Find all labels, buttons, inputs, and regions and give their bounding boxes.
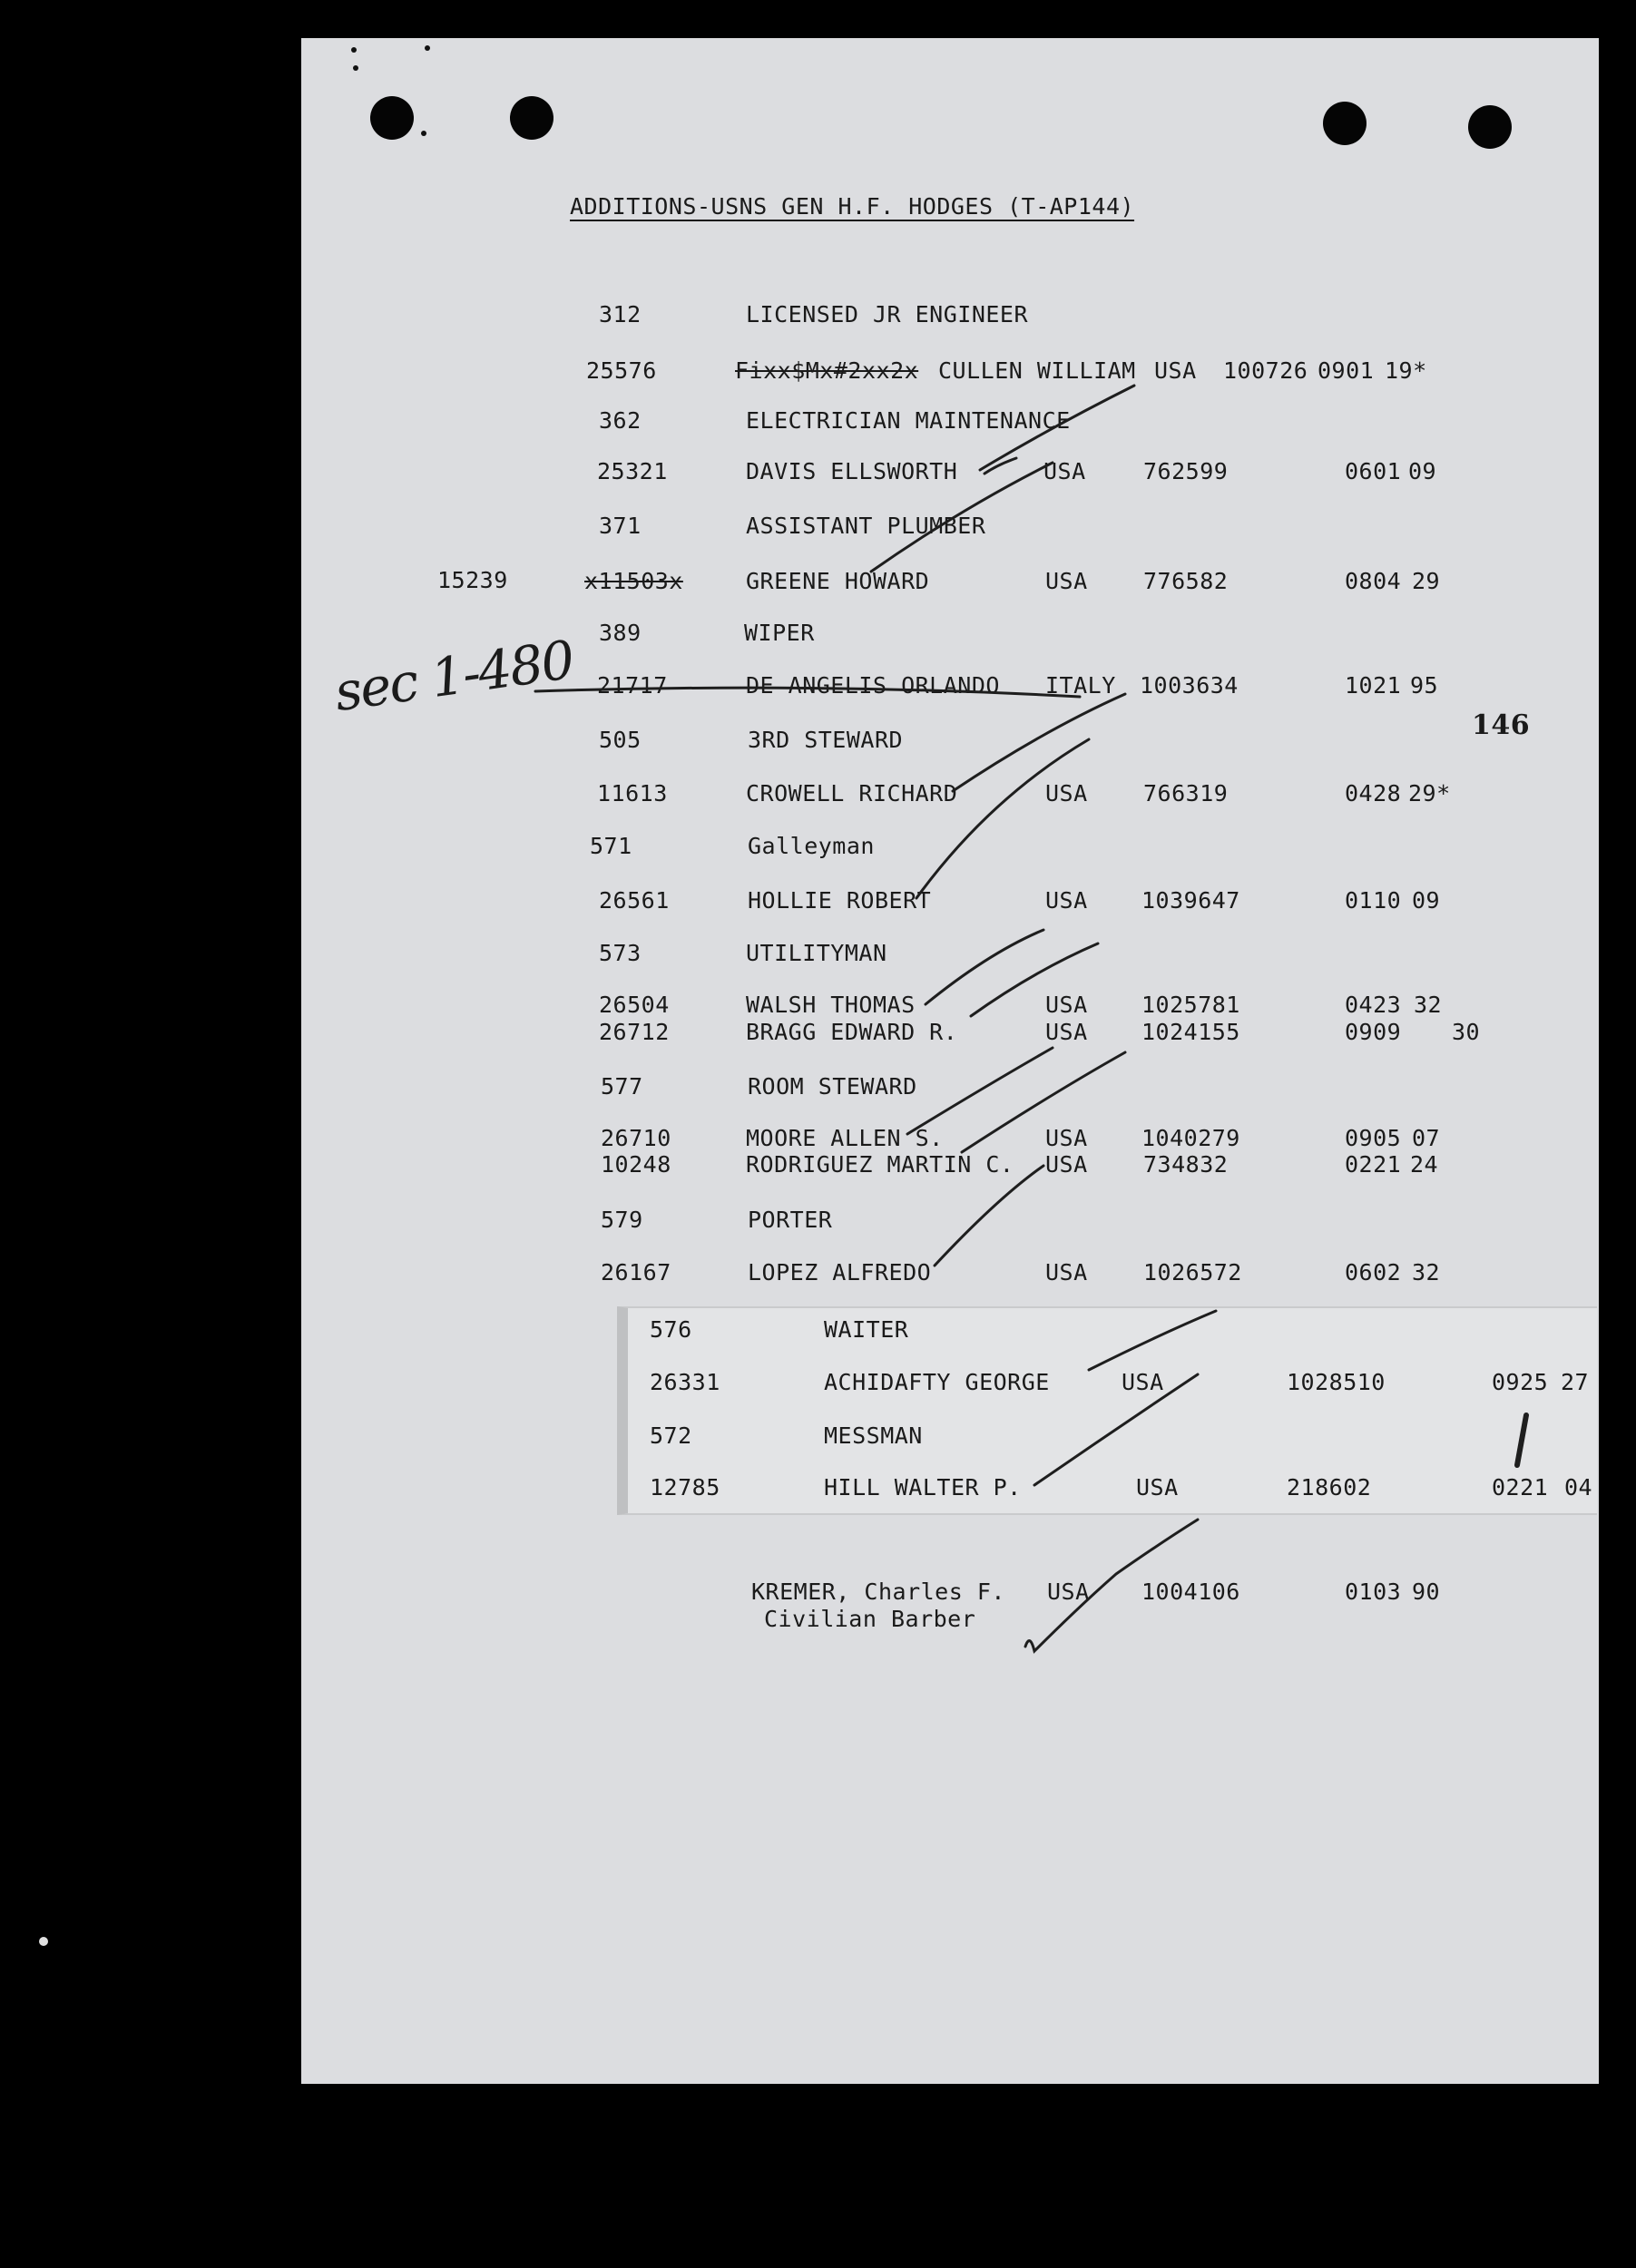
nationality: USA <box>1045 992 1088 1018</box>
rating-code: 371 <box>599 513 642 539</box>
year-code: 09 <box>1408 458 1437 484</box>
rating-label: MESSMAN <box>824 1422 923 1449</box>
id-number: 762599 <box>1143 458 1229 484</box>
punch-hole <box>1468 105 1512 149</box>
date-code: 0221 <box>1345 1151 1402 1178</box>
date-code: 0428 <box>1345 780 1402 807</box>
rating-label: Galleyman <box>748 833 875 859</box>
book-number: 26561 <box>599 887 670 914</box>
year-code: 24 <box>1410 1151 1439 1178</box>
document-page <box>301 38 1599 2084</box>
page-title: ADDITIONS-USNS GEN H.F. HODGES (T-AP144) <box>570 193 1135 220</box>
rating-code: 389 <box>599 620 642 646</box>
book-number: 25576 <box>586 357 657 384</box>
nationality: USA <box>1045 887 1088 914</box>
nationality: USA <box>1154 357 1197 384</box>
id-number: 1039647 <box>1141 887 1240 914</box>
struck-text: Fixx$Mx#2xx2x <box>735 357 919 384</box>
year-code: 32 <box>1412 1259 1441 1286</box>
book-number: 10248 <box>601 1151 671 1178</box>
speck <box>421 131 426 136</box>
id-number: 1040279 <box>1141 1125 1240 1151</box>
date-code: 0601 <box>1345 458 1402 484</box>
date-code: 0804 <box>1345 568 1402 594</box>
rating-label: ASSISTANT PLUMBER <box>746 513 986 539</box>
year-code: 29 <box>1412 568 1441 594</box>
nationality: USA <box>1045 1259 1088 1286</box>
year-code: 30 <box>1452 1019 1481 1045</box>
rating-code: 577 <box>601 1073 643 1100</box>
book-number: 26712 <box>599 1019 670 1045</box>
left-number: 15239 <box>437 567 508 593</box>
person-name: WALSH THOMAS <box>746 992 916 1018</box>
person-name: RODRIGUEZ MARTIN C. <box>746 1151 1014 1178</box>
nationality: USA <box>1136 1474 1179 1501</box>
rating-code: 312 <box>599 301 642 327</box>
year-code: 90 <box>1412 1579 1441 1605</box>
id-number: 100726 <box>1223 357 1308 384</box>
nationality: USA <box>1047 1579 1090 1605</box>
punch-hole <box>1323 102 1367 145</box>
nationality: USA <box>1045 780 1088 807</box>
book-number: 26331 <box>650 1369 720 1395</box>
date-code: 0602 <box>1345 1259 1402 1286</box>
date-code: 0905 <box>1345 1125 1402 1151</box>
page-number: 146 <box>1472 709 1531 741</box>
id-number: 1026572 <box>1143 1259 1242 1286</box>
rating-code: 505 <box>599 727 642 753</box>
role-label: Civilian Barber <box>764 1606 976 1632</box>
person-name: ACHIDAFTY GEORGE <box>824 1369 1050 1395</box>
nationality: USA <box>1045 568 1088 594</box>
nationality: USA <box>1045 1151 1088 1178</box>
person-name: HOLLIE ROBERT <box>748 887 932 914</box>
rating-label: WIPER <box>744 620 815 646</box>
person-name: BRAGG EDWARD R. <box>746 1019 958 1045</box>
rating-code: 572 <box>650 1422 692 1449</box>
year-code: 29* <box>1408 780 1451 807</box>
person-name: DAVIS ELLSWORTH <box>746 458 958 484</box>
person-name: HILL WALTER P. <box>824 1474 1022 1501</box>
id-number: 1025781 <box>1141 992 1240 1018</box>
person-name: KREMER, Charles F. <box>751 1579 1005 1605</box>
rating-label: WAITER <box>824 1316 909 1343</box>
nationality: USA <box>1043 458 1086 484</box>
id-number: 1004106 <box>1141 1579 1240 1605</box>
year-code: 32 <box>1414 992 1443 1018</box>
id-number: 734832 <box>1143 1151 1229 1178</box>
speck <box>353 65 358 71</box>
book-number: 21717 <box>597 672 668 699</box>
date-code: 1021 <box>1345 672 1402 699</box>
person-name: DE ANGELIS ORLANDO <box>746 672 1000 699</box>
date-code: 0103 <box>1345 1579 1402 1605</box>
year-code: 95 <box>1410 672 1439 699</box>
book-number: x11503x <box>584 568 683 594</box>
rating-label: PORTER <box>748 1207 833 1233</box>
rating-code: 576 <box>650 1316 692 1343</box>
person-name: CROWELL RICHARD <box>746 780 958 807</box>
year-code: 09 <box>1412 887 1441 914</box>
person-name: LOPEZ ALFREDO <box>748 1259 932 1286</box>
date-code: 0901 <box>1318 357 1375 384</box>
person-name: MOORE ALLEN S. <box>746 1125 944 1151</box>
person-name: CULLEN WILLIAM <box>938 357 1136 384</box>
rating-label: ELECTRICIAN MAINTENANCE <box>746 407 1071 434</box>
pasted-insert <box>617 1306 1597 1515</box>
id-number: 776582 <box>1143 568 1229 594</box>
book-number: 12785 <box>650 1474 720 1501</box>
punch-hole <box>510 96 553 140</box>
rating-label: LICENSED JR ENGINEER <box>746 301 1029 327</box>
date-code: 0423 <box>1345 992 1402 1018</box>
book-number: 26710 <box>601 1125 671 1151</box>
rating-code: 573 <box>599 940 642 966</box>
nationality: USA <box>1122 1369 1164 1395</box>
year-code: 04 <box>1564 1474 1593 1501</box>
nationality: USA <box>1045 1019 1088 1045</box>
date-code: 0925 <box>1492 1369 1549 1395</box>
nationality: ITALY <box>1045 672 1116 699</box>
rating-label: ROOM STEWARD <box>748 1073 917 1100</box>
person-name: GREENE HOWARD <box>746 568 930 594</box>
id-number: 1028510 <box>1287 1369 1386 1395</box>
book-number: 25321 <box>597 458 668 484</box>
id-number: 218602 <box>1287 1474 1372 1501</box>
date-code: 0909 <box>1345 1019 1402 1045</box>
rating-code: 571 <box>590 833 632 859</box>
book-number: 26167 <box>601 1259 671 1286</box>
year-code: 19* <box>1385 357 1427 384</box>
id-number: 766319 <box>1143 780 1229 807</box>
rating-code: 579 <box>601 1207 643 1233</box>
speck <box>39 1937 48 1946</box>
rating-code: 362 <box>599 407 642 434</box>
year-code: 07 <box>1412 1125 1441 1151</box>
id-number: 1024155 <box>1141 1019 1240 1045</box>
rating-label: UTILITYMAN <box>746 940 887 966</box>
punch-hole <box>370 96 414 140</box>
date-code: 0110 <box>1345 887 1402 914</box>
rating-label: 3RD STEWARD <box>748 727 904 753</box>
year-code: 27 <box>1561 1369 1590 1395</box>
nationality: USA <box>1045 1125 1088 1151</box>
book-number: 11613 <box>597 780 668 807</box>
book-number: 26504 <box>599 992 670 1018</box>
id-number: 1003634 <box>1140 672 1239 699</box>
speck <box>425 45 430 51</box>
handwritten-margin-note: sec 1-480 <box>330 628 577 724</box>
speck <box>351 47 357 53</box>
date-code: 0221 <box>1492 1474 1549 1501</box>
